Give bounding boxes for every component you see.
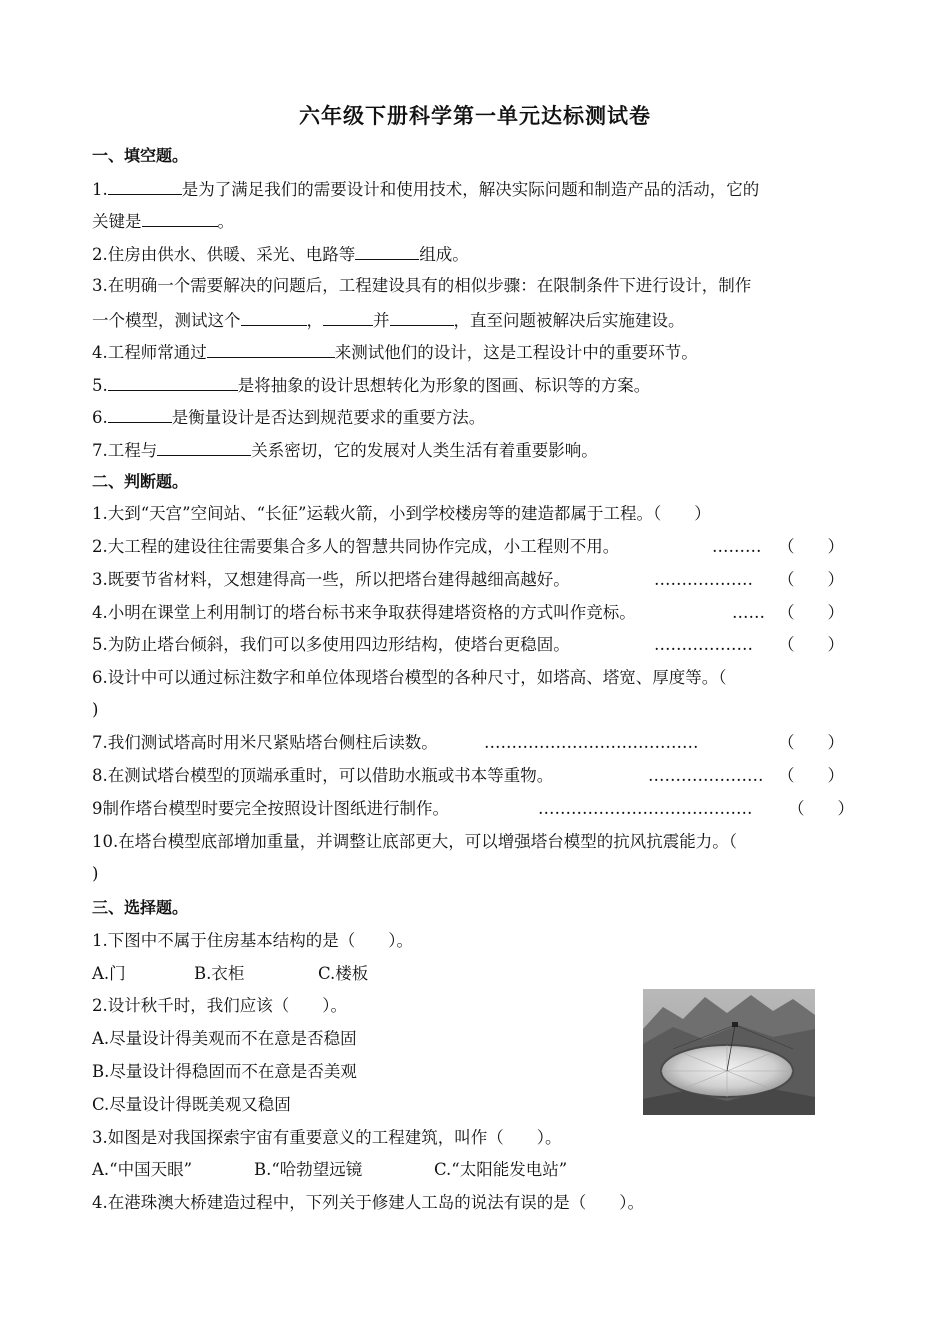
answer-blank	[355, 243, 419, 260]
q5-number: 5.	[92, 376, 108, 395]
q3-comma: ，	[306, 311, 323, 330]
fill-question-1-cont	[92, 210, 872, 232]
q7-end: 关系密切，它的发展对人类生活有着重要影响。	[251, 441, 598, 460]
dot-leader: …………………………………	[484, 733, 699, 752]
answer-blank	[157, 439, 251, 456]
answer-parentheses: （ ）	[778, 766, 844, 785]
fill-question-7	[92, 439, 872, 461]
judge-q7-text: 7.我们测试塔高时用米尺紧贴塔台侧柱后读数。	[92, 733, 438, 752]
q1-text-cont: 关键是	[92, 212, 142, 231]
q4-end: 来测试他们的设计，这是工程设计中的重要环节。	[334, 343, 698, 362]
answer-blank	[241, 309, 307, 326]
q1-text: 是为了满足我们的需要设计和使用技术，解决实际问题和制造产品的活动，它的	[181, 180, 760, 199]
choice-question-4: 4.在港珠澳大桥建造过程中，下列关于修建人工岛的说法有误的是（ ）。	[92, 1193, 644, 1212]
choice-question-3: 3.如图是对我国探索宇宙有重要意义的工程建筑，叫作（ ）。	[92, 1128, 562, 1147]
dot-leader: ……	[732, 603, 765, 622]
judge-question-5	[92, 635, 872, 655]
q7-text: 7.工程与	[92, 441, 158, 460]
answer-parentheses: （ ）	[778, 635, 844, 654]
choice-question-2-option-b: B.尽量设计得稳固而不在意是否美观	[92, 1062, 357, 1081]
answer-blank	[108, 374, 238, 391]
q3-and: 并	[373, 311, 390, 330]
answer-blank	[108, 178, 182, 195]
section-heading-choice: 三、选择题。	[92, 898, 189, 917]
fill-question-4	[92, 341, 872, 363]
q3-end: ，直至问题被解决后实施建设。	[453, 311, 685, 330]
choice-question-3-options	[92, 1160, 872, 1180]
fill-question-3: 3.在明确一个需要解决的问题后，工程建设具有的相似步骤：在限制条件下进行设计，制作	[92, 276, 752, 295]
judge-q9-text: 9制作塔台模型时要完全按照设计图纸进行制作。	[92, 799, 449, 818]
answer-parentheses: （ ）	[778, 733, 844, 752]
choice-question-2-option-a: A.尽量设计得美观而不在意是否稳固	[92, 1029, 357, 1048]
q6-number: 6.	[92, 408, 108, 427]
judge-question-3	[92, 570, 872, 590]
judge-q5-text: 5.为防止塔台倾斜，我们可以多使用四边形结构，使塔台更稳固。	[92, 635, 570, 654]
q2-end: 组成。	[419, 245, 469, 264]
option-c: C.楼板	[318, 964, 369, 983]
dot-leader: ………………	[654, 570, 753, 589]
judge-question-10-cont: )	[92, 864, 99, 883]
dot-leader: ………………	[654, 635, 753, 654]
answer-parentheses: （ ）	[778, 603, 844, 622]
option-a: A.“中国天眼”	[92, 1160, 193, 1179]
option-a: A.门	[92, 964, 126, 983]
section-heading-fill: 一、填空题。	[92, 146, 189, 165]
judge-question-6-cont: )	[92, 700, 99, 719]
answer-blank	[323, 309, 373, 326]
page-title: 六年级下册科学第一单元达标测试卷	[299, 104, 651, 128]
dot-leader: …………………	[648, 766, 764, 785]
answer-parentheses: （ ）	[788, 799, 854, 818]
judge-q8-text: 8.在测试塔台模型的顶端承重时，可以借助水瓶或书本等重物。	[92, 766, 554, 785]
q1-end: 。	[217, 212, 234, 231]
option-b: B.“哈勃望远镜	[254, 1160, 363, 1179]
dot-leader: …………………………………	[538, 799, 753, 818]
choice-question-1: 1.下图中不属于住房基本结构的是（ ）。	[92, 931, 413, 950]
fill-question-6	[92, 406, 872, 428]
choice-question-1-options	[92, 964, 872, 984]
answer-parentheses: （ ）	[778, 570, 844, 589]
choice-question-2-option-c: C.尽量设计得既美观又稳固	[92, 1095, 291, 1114]
q4-text: 4.工程师常通过	[92, 343, 207, 362]
answer-blank	[390, 309, 454, 326]
judge-q4-text: 4.小明在课堂上利用制订的塔台标书来争取获得建塔资格的方式叫作竞标。	[92, 603, 636, 622]
fill-question-2	[92, 243, 872, 265]
judge-question-6: 6.设计中可以通过标注数字和单位体现塔台模型的各种尺寸，如塔高、塔宽、厚度等。（	[92, 668, 727, 687]
judge-q2-text: 2.大工程的建设往往需要集合多人的智慧共同协作完成，小工程则不用。	[92, 537, 620, 556]
judge-question-9	[92, 799, 872, 819]
q6-text: 是衡量设计是否达到规范要求的重要方法。	[171, 408, 486, 427]
q2-text: 2.住房由供水、供暖、采光、电路等	[92, 245, 356, 264]
fill-question-3-cont	[92, 309, 872, 331]
fill-question-1	[92, 178, 872, 200]
answer-blank	[142, 210, 218, 227]
dot-leader: ………	[712, 537, 762, 556]
answer-blank	[207, 341, 335, 358]
q3-text: 一个模型，测试这个	[92, 311, 241, 330]
judge-question-1: 1.大到“天宫”空间站、“长征”运载火箭，小到学校楼房等的建造都属于工程。（ ）	[92, 504, 711, 523]
section-heading-judge: 二、判断题。	[92, 472, 189, 491]
telescope-illustration	[643, 989, 815, 1115]
judge-question-8	[92, 766, 872, 786]
judge-question-10: 10.在塔台模型底部增加重量，并调整让底部更大，可以增强塔台模型的抗风抗震能力。（	[92, 832, 737, 851]
answer-parentheses: （ ）	[778, 537, 844, 556]
option-b: B.衣柜	[194, 964, 245, 983]
answer-blank	[108, 406, 172, 423]
judge-question-2	[92, 537, 872, 557]
q1-number: 1.	[92, 180, 108, 199]
choice-question-2: 2.设计秋千时，我们应该（ ）。	[92, 996, 347, 1015]
judge-question-4	[92, 603, 872, 623]
judge-q3-text: 3.既要节省材料，又想建得高一些，所以把塔台建得越细高越好。	[92, 570, 570, 589]
judge-question-7	[92, 733, 872, 753]
telescope-photo	[643, 989, 815, 1115]
q5-text: 是将抽象的设计思想转化为形象的图画、标识等的方案。	[237, 376, 651, 395]
fill-question-5	[92, 374, 872, 396]
option-c: C.“太阳能发电站”	[434, 1160, 568, 1179]
